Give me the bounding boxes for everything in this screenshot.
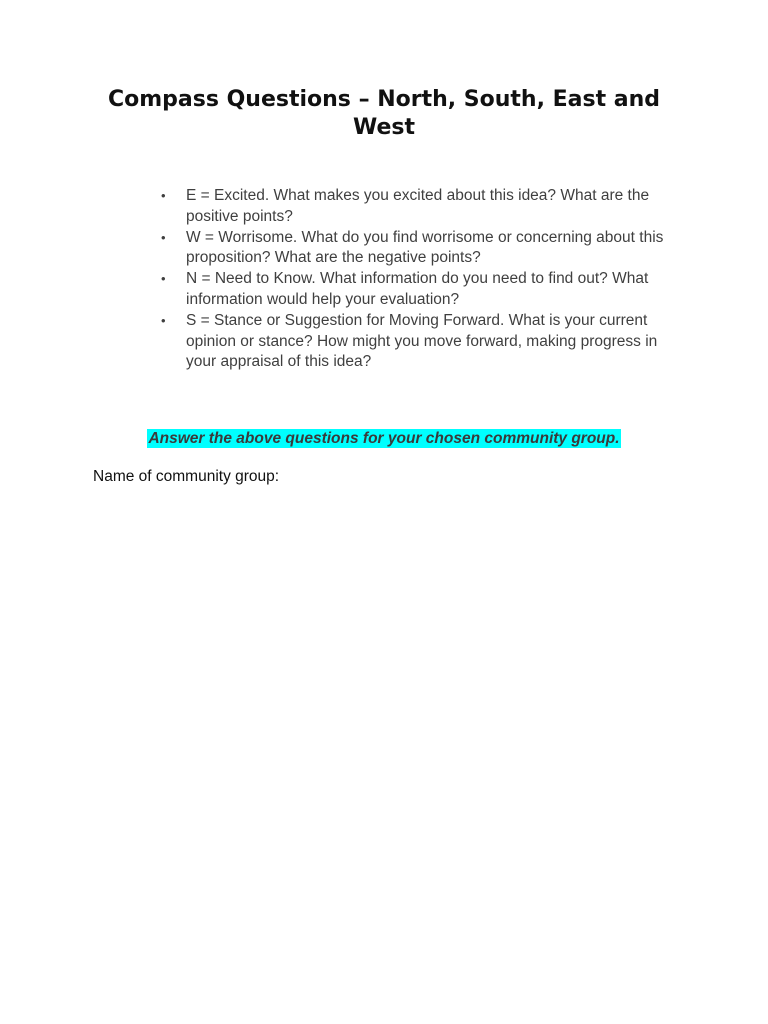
list-item-need-to-know [160, 269, 680, 311]
page-title: Compass Questions – North, South, East and West [107, 87, 661, 140]
list-item-worrisome [160, 228, 680, 270]
community-group-name-label: Name of community group: [93, 468, 280, 485]
bullet-icon: • [161, 229, 166, 245]
list-item-stance [160, 311, 680, 373]
bullet-text: S = Stance or Suggestion for Moving Forward. What is your current opinion or stance? How might you move forward, making progress in your appraisal of this idea? [186, 311, 658, 371]
bullet-text: N = Need to Know. What information do you need to find out? What information would help your evaluation? [186, 270, 649, 308]
compass-question-list [160, 186, 680, 373]
bullet-text: W = Worrisome. What do you find worrisome or concerning about this proposition? What are the negative points? [186, 228, 664, 267]
bullet-icon: • [161, 188, 166, 203]
bullet-text: E = Excited. What makes you excited about this idea? What are the positive points? [186, 187, 650, 225]
instruction-line [0, 428, 768, 450]
bullet-icon: • [161, 271, 166, 287]
list-item-excited [160, 186, 680, 228]
bullet-icon: • [161, 312, 166, 328]
highlighted-instruction: Answer the above questions for your chosen community group. [148, 430, 620, 447]
